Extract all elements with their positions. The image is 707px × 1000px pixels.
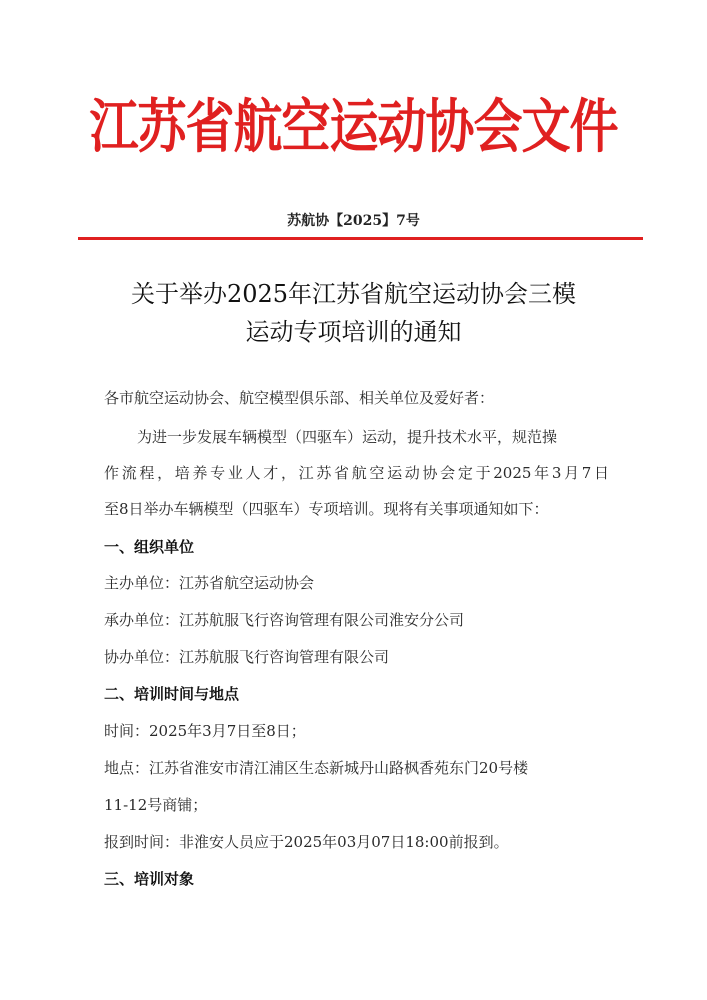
section-2-heading: 二、培训时间与地点 [104,685,240,703]
section-3-heading: 三、培训对象 [104,870,195,888]
report-time: 报到时间：非淮安人员应于2025年03月07日18:00前报到。 [104,833,509,851]
section-1-heading: 一、组织单位 [104,538,195,556]
organizer-unit: 承办单位：江苏航服飞行咨询管理有限公司淮安分公司 [104,611,465,629]
training-location-line-1: 地点：江苏省淮安市清江浦区生态新城丹山路枫香苑东门20号楼 [104,759,529,777]
intro-line-3: 至8日举办车辆模型（四驱车）专项培训。现将有关事项通知如下： [104,500,549,518]
intro-line-2: 作流程，培养专业人才，江苏省航空运动协会定于2025年3月7日 [104,464,609,482]
red-divider-line [78,237,643,240]
notice-title-line-1: 关于举办2025年江苏省航空运动协会三模 [130,280,577,308]
host-unit: 主办单位：江苏省航空运动协会 [104,574,315,592]
masthead-title: 江苏省航空运动协会文件 [89,93,618,161]
notice-title-line-2: 运动专项培训的通知 [245,318,462,346]
training-location-line-2: 11-12号商铺； [104,796,208,814]
intro-line-1: 为进一步发展车辆模型（四驱车）运动，提升技术水平，规范操 [137,428,558,446]
notice-title [60,275,647,351]
salutation: 各市航空运动协会、航空模型俱乐部、相关单位及爱好者： [104,389,495,407]
co-organizer-unit: 协办单位：江苏航服飞行咨询管理有限公司 [104,648,390,666]
training-time: 时间：2025年3月7日至8日； [104,722,306,740]
document-number: 苏航协【2025】7号 [287,213,420,229]
